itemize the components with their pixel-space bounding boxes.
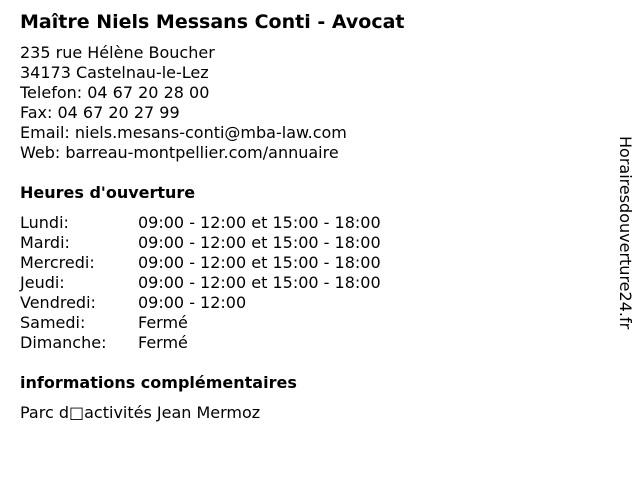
additional-info-text: Parc d□activités Jean Mermoz <box>20 403 261 422</box>
day-label: Dimanche: <box>20 333 107 352</box>
opening-hours-table <box>20 213 440 353</box>
day-label: Jeudi: <box>20 273 65 292</box>
opening-hours-heading: Heures d'ouverture <box>20 183 196 202</box>
phone-line: Telefon: 04 67 20 28 00 <box>20 83 210 102</box>
time-range: Fermé <box>138 333 188 352</box>
day-label: Mardi: <box>20 233 70 252</box>
time-range: Fermé <box>138 313 188 332</box>
time-range: 09:00 - 12:00 et 15:00 - 18:00 <box>138 253 381 272</box>
postal-city: 34173 Castelnau-le-Lez <box>20 63 209 82</box>
fax-line: Fax: 04 67 20 27 99 <box>20 103 180 122</box>
hours-row-friday <box>20 293 440 313</box>
day-label: Vendredi: <box>20 293 96 312</box>
time-range: 09:00 - 12:00 et 15:00 - 18:00 <box>138 273 381 292</box>
hours-row-thursday <box>20 273 440 293</box>
day-label: Lundi: <box>20 213 69 232</box>
hours-row-tuesday <box>20 233 440 253</box>
day-label: Mercredi: <box>20 253 95 272</box>
page-title: Maître Niels Messans Conti - Avocat <box>20 11 405 33</box>
site-watermark: Horairesdouverture24.fr <box>616 136 635 330</box>
contact-block <box>20 43 347 163</box>
email-line: Email: niels.mesans-conti@mba-law.com <box>20 123 347 142</box>
hours-row-saturday <box>20 313 440 333</box>
time-range: 09:00 - 12:00 et 15:00 - 18:00 <box>138 233 381 252</box>
time-range: 09:00 - 12:00 et 15:00 - 18:00 <box>138 213 381 232</box>
additional-info-heading: informations complémentaires <box>20 373 297 392</box>
hours-row-sunday <box>20 333 440 353</box>
time-range: 09:00 - 12:00 <box>138 293 247 312</box>
web-line: Web: barreau-montpellier.com/annuaire <box>20 143 339 162</box>
hours-row-wednesday <box>20 253 440 273</box>
hours-row-monday <box>20 213 440 233</box>
street-address: 235 rue Hélène Boucher <box>20 43 215 62</box>
day-label: Samedi: <box>20 313 86 332</box>
